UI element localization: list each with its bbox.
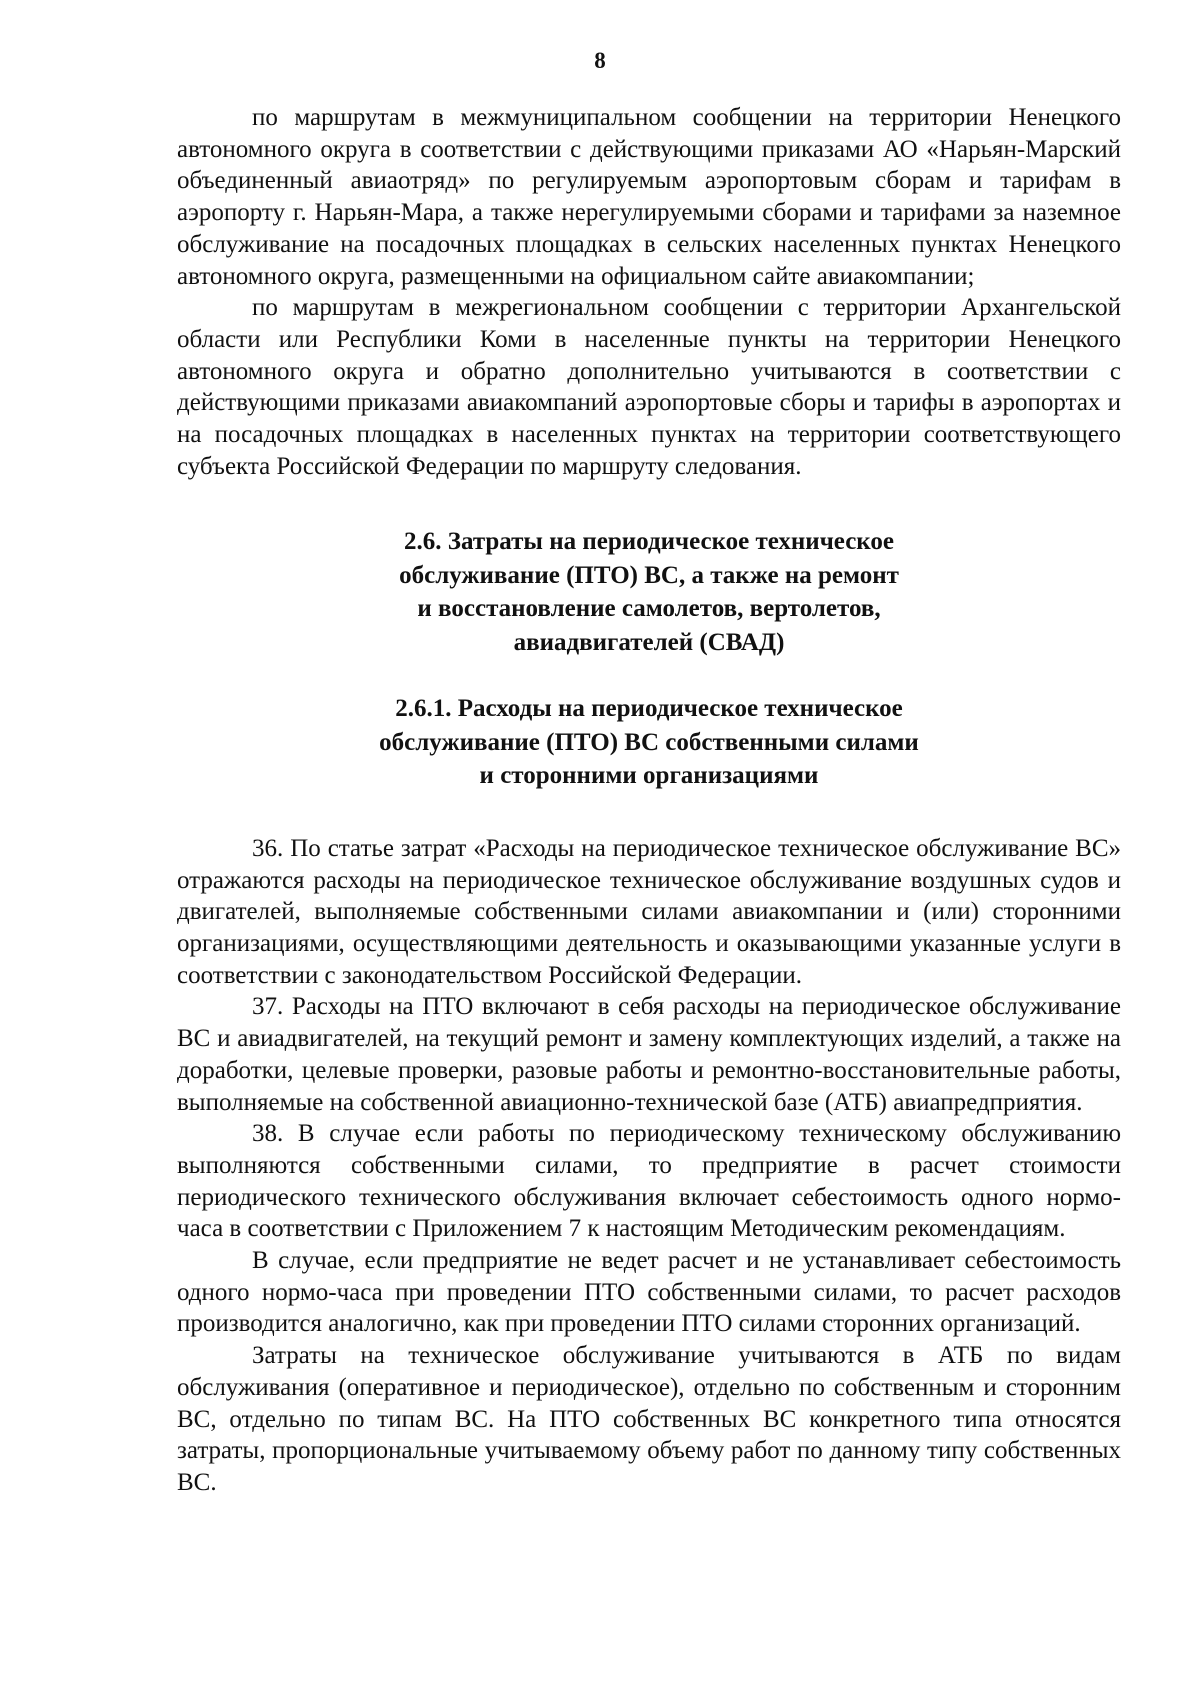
subsection-heading-line: 2.6.1. Расходы на периодическое техническое <box>395 695 903 723</box>
subsection-heading-line: и сторонними организациями <box>479 762 819 790</box>
subsection-heading-line: обслуживание (ПТО) ВС собственными силами <box>379 728 919 756</box>
section-heading-line: и восстановление самолетов, вертолетов, <box>417 595 881 623</box>
intro-paragraph-2: по маршрутам в межрегиональном сообщении с территории Архангельской области или Республики Коми в населенные пункты на территории Ненецкого автономного округа и обратно дополнительно учитываются в соответствии с действующими приказами авиакомпаний аэропортовые сборы и тарифы в аэропортах и на посадочных площадках в населенных пунктах на территории соответствующего субъекта Российской Федерации по маршруту следования. <box>177 294 1121 480</box>
subsection-heading-2-6-1 <box>369 692 929 793</box>
paragraph-38-cont-2: Затраты на техническое обслуживание учитываются в АТБ по видам обслуживания (оперативное и периодическое), отдельно по собственным и сторонним ВС, отдельно по типам ВС. На ПТО собственных ВС конкретного типа относятся затраты, пропорциональные учитываемому объему работ по данному типу собственных ВС. <box>177 1342 1121 1496</box>
paragraph-36: 36. По статье затрат «Расходы на периодическое техническое обслуживание ВС» отражаются расходы на периодическое техническое обслуживание воздушных судов и двигателей, выполняемые собственными силами авиакомпании и (или) сторонними организациями, осуществляющими деятельность и оказывающими указанные услуги в соответствии с законодательством Российской Федерации. <box>177 834 1121 989</box>
section-heading-line: авиадвигателей (СВАД) <box>513 628 785 656</box>
paragraph-37: 37. Расходы на ПТО включают в себя расходы на периодическое обслуживание ВС и авиадвигателей, на текущий ремонт и замену комплектующих изделий, а также на доработки, целевые проверки, разовые работы и ремонтно-восстановительные работы, выполняемые на собственной авиационно-технической базе (АТБ) авиапредприятия. <box>177 993 1121 1116</box>
section-heading-line: 2.6. Затраты на периодическое техническое <box>404 528 894 556</box>
page-number: 8 <box>594 48 606 73</box>
intro-paragraph-1: по маршрутам в межмуниципальном сообщении на территории Ненецкого автономного округа в соответствии с действующими приказами АО «Нарьян-Марский объединенный авиаотряд» по регулируемым аэропортовым сборам и тарифам в аэропорту г. Нарьян-Мара, а также нерегулируемыми сборами и тарифами за наземное обслуживание на посадочных площадках в сельских населенных пунктах Ненецкого автономного округа, размещенными на официальном сайте авиакомпании; <box>177 104 1121 290</box>
section-heading-line: обслуживание (ПТО) ВС, а также на ремонт <box>399 561 899 589</box>
paragraph-38-cont-1: В случае, если предприятие не ведет расчет и не устанавливает себестоимость одного нормо-часа при проведении ПТО собственными силами, то расчет расходов производится аналогично, как при проведении ПТО силами сторонних организаций. <box>177 1247 1121 1338</box>
paragraph-38: 38. В случае если работы по периодическому техническому обслуживанию выполняются собственными силами, то предприятие в расчет стоимости периодического технического обслуживания включает себестоимость одного нормо-часа в соответствии с Приложением 7 к настоящим Методическим рекомендациям. <box>177 1120 1121 1243</box>
document-body <box>177 102 1121 1499</box>
section-heading-2-6 <box>389 525 909 659</box>
